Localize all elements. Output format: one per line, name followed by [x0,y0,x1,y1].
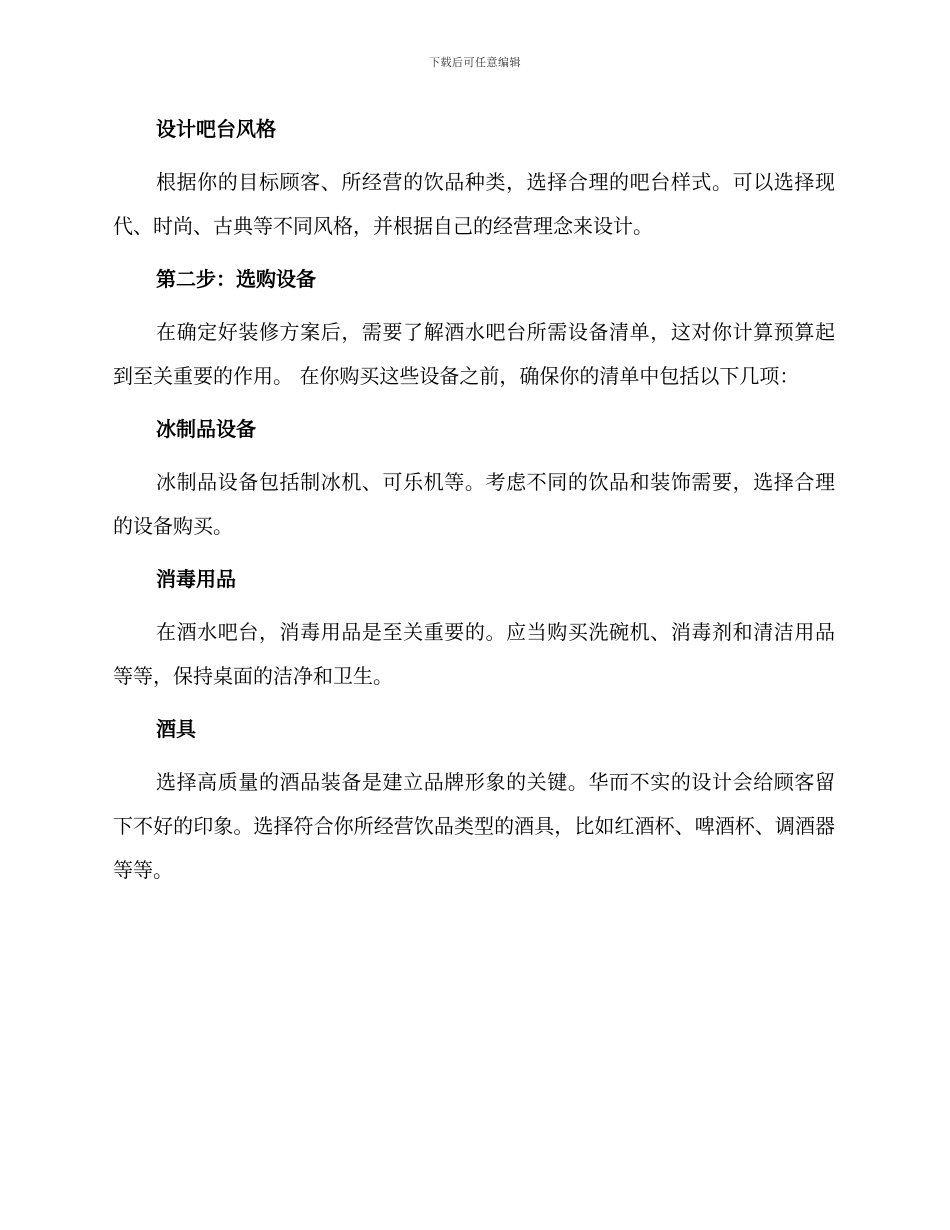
section-heading-bar-style: 设计吧台风格 [156,117,276,141]
section-paragraph-ice-equipment: 冰制品设备包括制冰机、可乐机等。考虑不同的饮品和装饰需要，选择合理的设备购买。 [113,470,835,538]
section-heading-step-two: 第二步：选购设备 [156,267,316,291]
section-heading-barware: 酒具 [156,717,196,741]
section-paragraph-disinfection: 在酒水吧台，消毒用品是至关重要的。应当购买洗碗机、消毒剂和清洁用品等等，保持桌面的洁净和卫生。 [113,620,835,688]
section-paragraph-barware: 选择高质量的酒品装备是建立品牌形象的关键。华而不实的设计会给顾客留下不好的印象。选择符合你所经营饮品类型的酒具，比如红酒杯、啤酒杯、调酒器等等。 [113,770,835,882]
section-heading-disinfection: 消毒用品 [156,567,236,591]
section-heading-ice-equipment: 冰制品设备 [156,417,256,441]
document-body [113,112,835,906]
section-paragraph-step-two: 在确定好装修方案后，需要了解酒水吧台所需设备清单，这对你计算预算起到至关重要的作用。 在你购买这些设备之前，确保你的清单中包括以下几项： [113,320,835,388]
header-note: 下载后可任意编辑 [429,56,521,69]
section-paragraph-bar-style: 根据你的目标顾客、所经营的饮品种类，选择合理的吧台样式。可以选择现代、时尚、古典等不同风格，并根据自己的经营理念来设计。 [113,170,835,238]
